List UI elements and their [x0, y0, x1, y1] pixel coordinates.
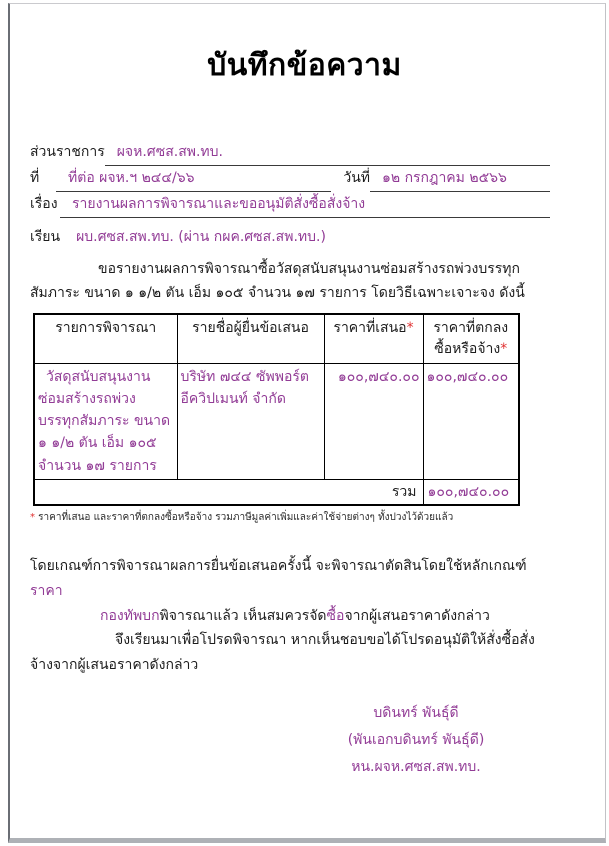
closing-paragraph: จึงเรียนมาเพื่อโปรดพิจารณา หากเห็นชอบขอได้โปรดอนุมัติให้สั่งซื้อสั่งจ้างจากผู้เสนอราคาดังกล่าว [30, 632, 535, 674]
footnote-text: ราคาที่เสนอ และราคาที่ตกลงซื้อหรือจ้าง รวมภาษีมูลค่าเพิ่มและค่าใช้จ่ายต่างๆ ทั้งปวงไว้ด้วยแล้ว [35, 511, 454, 523]
col-header-agreed-price-label: ราคาที่ตกลงซื้อหรือจ้าง [433, 320, 509, 358]
signature-block [296, 700, 536, 781]
table-footnote [30, 510, 550, 525]
criteria-text: โดยเกณฑ์การพิจารณาผลการยื่นข้อเสนอครั้งนี้ จะพิจารณาตัดสินโดยใช้หลักเกณฑ์ [30, 557, 527, 574]
subject-label: เรื่อง [30, 196, 58, 212]
offered-price-cell: ๑๐๐,๗๔๐.๐๐ [324, 364, 423, 480]
date-label: วันที่ [343, 170, 370, 186]
to-row [30, 226, 550, 252]
agency-value: ผจห.ศซส.สพ.ทบ. [105, 141, 550, 166]
col-header-item [34, 314, 177, 364]
table-header-row [34, 314, 519, 364]
date-value: ๑๒ กรกฎาคม ๒๕๖๖ [370, 167, 550, 192]
col-header-offered-price-label: ราคาที่เสนอ [333, 320, 407, 337]
consideration-table [33, 313, 520, 506]
total-value: ๑๐๐,๗๔๐.๐๐ [423, 479, 519, 505]
signature-position: หน.ผจห.ศซส.สพ.ทบ. [351, 758, 481, 775]
bidder-cell: บริษัท ๗๔๔ ซัพพอร์ต อีควิปเมนท์ จำกัด [177, 364, 324, 480]
total-row [34, 479, 519, 505]
agency-label: ส่วนราชการ [30, 144, 105, 160]
criteria-accent-text: ราคา [30, 582, 63, 599]
signature-name-parens: (พันเอกบดินทร์ พันธุ์ดี) [347, 732, 485, 749]
to-value: ผบ.ศซส.สพ.ทบ. (ผ่าน กผค.ศซส.สพ.ทบ.) [76, 229, 326, 245]
decision-paragraph [30, 604, 550, 629]
criteria-paragraph [30, 554, 550, 604]
col-header-agreed-price [423, 314, 519, 364]
intro-paragraph: ขอรายงานผลการพิจารณาซื้อวัสดุสนับสนุนงานซ่อมสร้างรถพ่วงบรรทุกสัมภาระ ขนาด ๑ ๑/๒ ตัน เอ็ม ๑๐๕ จำนวน ๑๗ รายการ โดยวิธีเฉพาะเจาะจง ดังนี้ [30, 261, 525, 302]
subject-value: รายงานผลการพิจารณาและขออนุมัติสั่งซื้อสั่งจ้าง [60, 193, 550, 218]
page-title: บันทึกข้อความ [207, 48, 402, 83]
table-row [34, 364, 519, 480]
subject-row [30, 193, 550, 219]
item-cell: วัสดุสนับสนุนงานซ่อมสร้างรถพ่วงบรรทุกสัมภาระ ขนาด ๑ ๑/๒ ตัน เอ็ม ๑๐๕ จำนวน ๑๗ รายการ [34, 364, 177, 480]
agency-row [30, 141, 550, 167]
purchase-accent-text: ซื้อ [326, 607, 345, 624]
doc-number-value: ที่ต่อ ผจห.ฯ ๒๔๔/๖๖ [56, 167, 331, 192]
doc-number-label: ที่ [30, 170, 40, 186]
agreed-price-cell: ๑๐๐,๗๔๐.๐๐ [423, 364, 519, 480]
number-date-row [30, 167, 550, 193]
army-accent-text: กองทัพบก [100, 607, 160, 624]
decision-text-2: จากผู้เสนอราคาดังกล่าว [344, 607, 490, 624]
col-header-bidder-label: รายชื่อผู้ยื่นข้อเสนอ [192, 320, 309, 337]
footnote-asterisk: * [30, 511, 35, 523]
agreed-price-asterisk: * [500, 341, 508, 358]
col-header-item-label: รายการพิจารณา [55, 320, 157, 337]
total-label: รวม [34, 479, 423, 505]
header-fields [30, 141, 550, 252]
col-header-bidder [177, 314, 324, 364]
memo-content [0, 141, 609, 781]
signature-name: บดินทร์ พันธุ์ดี [373, 705, 459, 722]
offered-price-asterisk: * [406, 320, 414, 337]
col-header-offered-price [324, 314, 423, 364]
to-label: เรียน [30, 229, 61, 245]
decision-text-1: พิจารณาแล้ว เห็นสมควรจัด [159, 607, 327, 624]
